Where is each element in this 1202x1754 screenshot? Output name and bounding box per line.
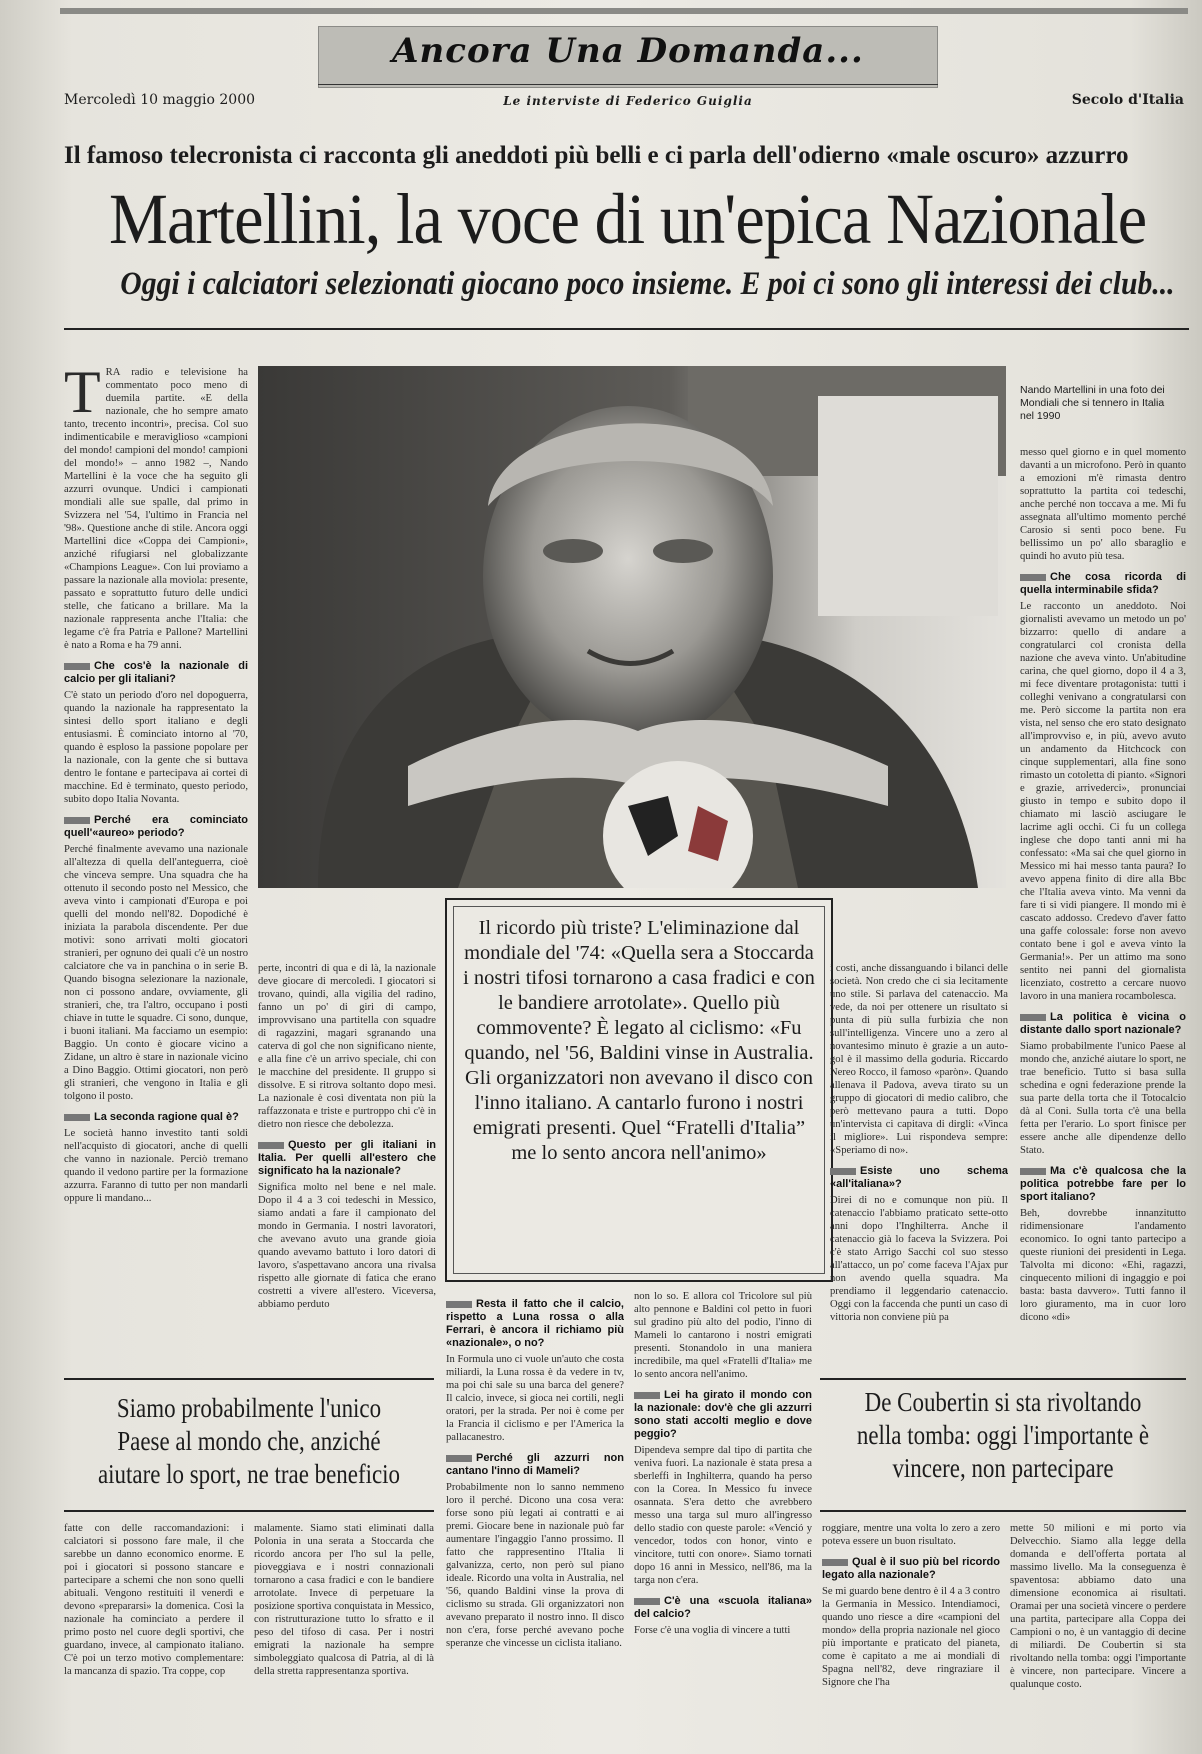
question: Esiste uno schema «all'italiana»? [830,1165,1008,1190]
question: Che cos'è la nazionale di calcio per gli italiani? [64,660,248,685]
quote-box [445,898,833,1282]
bottom-column-5 [822,1522,1000,1744]
deck-rule [64,328,1189,330]
headline: Martellini, la voce di un'epica Nazionale [109,179,1147,259]
newspaper-name: Secolo d'Italia [1071,92,1184,108]
column-4-text: i costi, anche dissanguando i bilanci delle società. Non credo che ci sia lecitamente uno stile. Si parlava del catenaccio. Ma vede, da noi per ottenere un risultato si punta di più sulla furbizia che non sull'intelligenza. Vincere uno a zero al novantesimo minuto è grazie a un auto-gol è il massimo della goduria. Riccardo Nereo Rocco, il famoso «paròn». Quando allenava il Padova, aveva tirato su un gruppo di giocatori di medio calibro, che però mettevano paura a tutti. Dopo un'intervista ci capitava di dirgli: «Vinca il migliore». Lui rispondeva sempre: «Speriamo di no». [830,963,1008,1156]
pull-right-rule-top [820,1378,1186,1380]
answer: Dipendeva sempre dal tipo di partita che veniva fuori. La nazionale è stata presa a sberleffi in Inghilterra, quando ha perso con la Corea. In Messico fu invece osannata. S'era detto che avrebbero messo una targa sul muro all'ingresso dello stadio con queste parole: «Venció y vencedor, todos con honor, vinto e vincitore, tutti con onore». Siamo tornati dopo 16 anni in Messico, nell'86, ma la targa non c'era. [634,1445,812,1586]
pull-left-rule-top [64,1378,434,1380]
masthead-banner [318,26,938,88]
column-3b-text: non lo so. E allora col Tricolore sul più alto pennone e Baldini col petto in fuori sul gradino più alto del podio, l'inno di Mameli lo cantarono i nostri emigrati presenti. Stonandolo in una maniera incredibile, ma quel «Fratelli d'Italia» me lo sento ancora nell'animo. [634,1291,812,1380]
deck: Oggi i calciatori selezionati giocano poco insieme. E poi ci sono gli interessi dei club... [120,266,1175,302]
intro-paragraph [64,366,248,652]
column-3 [446,1290,624,1744]
bottom-column-2-text: malamente. Siamo stati eliminati dalla Polonia in una serata a Stoccarda che ricordo ancora per l'ho sul la pelle, pioveggiava e i nostri connazionali tornarono a casa fradici e con le bandiere arrotolate. Invece di perpetuare la posizione sportiva conquistata in Messico, con ristrutturazione tutto lo sfratto e il peso del tifoso di casa. Per i nostri emigrati la nazionale ha sempre simboleggiato qualcosa di Patria, al di là della stretta rappresentanza sportiva. [254,1523,434,1677]
answer: Forse c'è una voglia di vincere a tutti [634,1625,791,1636]
intro-column [64,366,248,1291]
drop-cap: T [64,366,101,425]
answer: Se mi guardo bene dentro è il 4 a 3 contro la Germania in Messico. Intendiamoci, quando uno riesce a dire «campioni del mondo» della propria nazionale nel gioco più importante e praticato del pianeta, come è capitato a me ai mondiali di Spagna nell'82, deve ringraziare il Signore che l'ha [822,1586,1000,1688]
question: Perché era cominciato quell'«aureo» periodo? [64,814,248,839]
pull-right-rule-bottom [820,1510,1186,1512]
question: La politica è vicina o distante dallo sport nazionale? [1020,1011,1186,1036]
intro-text: RA radio e televisione ha commentato poco meno di duemila partite. «E della nazionale, che ho sempre amato tanto, trecento incontri», precisa. Col suo indimenticabile e meraviglioso «campioni del mondo! campioni del mondo! campioni del mondo!» – anno 1982 –, Nando Martellini è la voce che ha seguito gli azzurri ovunque. Undici i campionati mondiali alle sue spalle, dal primo in Svizzera nel '54, l'ultimo in Francia nel '98». Questione anche di stile. Ancora oggi Martellini dice «Coppa dei Campioni», anziché rifugiarsi nel globalizzante «Champions League». Con lui proviamo a passare la nazionale alla moviola: presente, passato e soprattutto futuro delle undici stelle, che faticano a brillare. Ma la nazionale rappresenta anche l'Italia: che legame c'è fra Patria e Pallone? Martellini è nato a Roma e ha 79 anni. [64,367,248,651]
pull-quote-left: Siamo probabilmente l'unico Paese al mondo che, anziché aiutare lo sport, ne trae beneficio [97,1393,401,1489]
column-3b [634,1290,812,1744]
bottom-column-1-text: fatte con delle raccomandazioni: i calciatori si possono fare male, il che sarebbe un danno economico enorme. E poi i giocatori si possono stancare e partecipare a schemi che non sono quelli abituali. Vengono restituiti il venerdì e devono «prepararsi» la domenica. Così la nazionale ha cominciato a perdere il primo posto nel cuore degli sportivi, che guardano, invece, al campionato italiano. C'è poi un terzo motivo complementare: la mancanza di spazio. Tra coppe, cop [64,1523,244,1677]
question: Che cosa ricorda di quella interminabile sfida? [1020,571,1186,596]
question: Lei ha girato il mondo con la nazionale: dov'è che gli azzurri sono stati accolti meglio e dove peggio? [634,1389,812,1440]
masthead-rule [318,84,938,85]
column-2-text: perte, incontri di qua e di là, la nazionale deve giocare di mercoledì. I giocatori si trovano, quindi, alla vigilia del radino, fanno un po' di giri di campo, improvvisano una partitella con squadre di ragazzini, magari sgranando una caterva di gol che non significano niente, e alla fine c'è un arrivo speciale, chi con le macchine del presidente. Il gruppo si dissolve. E si ritrova soltanto dopo mesi. La nazionale è così diventata non più la raffazzonata e triste e purtroppo chi c'è in dietro non riesce che debolezza. [258,963,436,1130]
right-column-text: messo quel giorno e in quel momento davanti a un microfono. Però in quanto a emozioni m'è rimasta dentro soprattutto la partita coi tedeschi, anche perché non toccava a me. Mi fu assegnata all'ultimo momento perché Carosio si sentì poco bene. Fu bellissimo un po' allo sbaraglio e quindi ho avuto più tesa. [1020,447,1186,562]
question: Questo per gli italiani in Italia. Per quelli all'estero che significato ha la nazionale? [258,1139,436,1177]
question: Perché gli azzurri non cantano l'inno di Mameli? [446,1452,624,1477]
answer: Probabilmente non lo sanno nemmeno loro il perché. Dicono una cosa vera: forse sono più legati ai contratti e ai premi. Giocare bene in nazionale può far aumentare l'ingaggio l'anno prossimo. Il fatto che rappresentino l'Italia li galvanizza, certo, non però sul piano ideale. Ricordo una volta in Australia, nel '56, quando Baldini vinse la prova di ciclismo su strada. Gli organizzatori non avevano preparato il nostro inno. Il disco non c'era, forse perché avevano poche speranze che vincesse un ciclista italiano. [446,1482,624,1649]
pull-left-rule-bottom [64,1510,434,1512]
bottom-column-6 [1010,1522,1186,1744]
answer: Significa molto nel bene e nel male. Dopo il 4 a 3 coi tedeschi in Messico, siamo andati a fare il campionato del mondo in Germania. I nostri lavoratori, che avevano avuto una grande gioia quando avevamo battuto i loro datori di lavoro, s'aspettavano ancora una rivalsa rispetto alle giornate di fatica che erano costretti a vivere all'estero. Viceversa, abbiamo perduto [258,1182,436,1310]
portrait-photo [258,366,1006,888]
question: La seconda ragione qual è? [64,1111,248,1124]
answer: C'è stato un periodo d'oro nel dopoguerra, quando la nazionale ha rappresentato la sintesi dello sport italiano e degli entusiasmi. È cominciato intorno al '70, quando è esploso la passione popolare per la nazionale, con la gente che si buttava dentro le fontane e partecipava ai cortei di macchine. Ed è terminato, questo periodo, subito dopo Italia Novanta. [64,690,248,805]
question: C'è una «scuola italiana» del calcio? [634,1595,812,1620]
column-4 [830,962,1008,1364]
question: Ma c'è qualcosa che la politica potrebbe fare per lo sport italiano? [1020,1165,1186,1203]
question: Qual è il suo più bel ricordo legato alla nazionale? [822,1556,1000,1581]
bottom-column-1 [64,1522,244,1744]
bottom-column-5-text: roggiare, mentre una volta lo zero a zero poteva essere un buon risultato. [822,1523,1000,1547]
answer: In Formula uno ci vuole un'auto che costa miliardi, la Luna rossa è da vedere in tv, ma poi chi sale su una barca del genere? Il calcio, invece, si gioca nei cortili, negli oratori, per la strada. Per noi è come per la Francia il ciclismo e per l'America la pallacanestro. [446,1354,624,1443]
masthead-subtitle: Le interviste di Federico Guiglia [503,94,753,108]
quote-text: Il ricordo più triste? L'eliminazione dal mondiale del '74: «Quella sera a Stoccarda i nostri tifosi tornarono a casa fradici e con le bandiere arrotolate». Quello più commovente? È legato al ciclismo: «Fu quando, nel '56, Baldini vinse in Australia. Gli organizzatori non avevano il disco con l'inno italiano. A cantarlo furono i nostri emigrati presenti. Quel “Fratelli d'Italia” me lo sento ancora nell'animo» [463,917,815,1164]
answer: Siamo probabilmente l'unico Paese al mondo che, anziché aiutare lo sport, ne trae beneficio. Tutto si basa sulla schedina e ogni federazione prende la sua parte della torta che il Totocalcio dà al Coni. Sulla torta c'è una bella fetta per l'erario. Lo sport finisce per essere anche alle dipendenze dello Stato. [1020,1041,1186,1156]
pull-quote-right: De Coubertin si sta rivoltando nella tomba: oggi l'importante è vincere, non partecipare [856,1387,1150,1483]
bottom-column-6-text: mette 50 milioni e mi porto via Delvecchio. Siamo alla legge della domanda e dell'offerta portata al massimo livello. Ma la conseguenza è spaventosa: abbiamo dato una dimensione economica ai risultati. Oramai per una società vincere o perdere una partita, partecipare alla Coppa dei Campioni o no, è un vantaggio di decine di miliardi. De Coubertin si sta rivoltando nella tomba: oggi l'importante è vincere, non partecipare. Vincere a qualunque costo. [1010,1523,1186,1690]
answer: Le società hanno investito tanti soldi nell'acquisto di giocatori, anche di quelli che vanno in nazionale. Perciò tremano quando il vedono partire per la formazione azzurra. Faranno di tutto per non mandarli oppure li mandano... [64,1128,248,1204]
bottom-column-2 [254,1522,434,1744]
masthead-title: Ancora Una Domanda... [392,31,864,71]
answer: Perché finalmente avevamo una nazionale all'altezza di quella dell'anteguerra, cioè che vinceva sempre. Una squadra che ha ottenuto il secondo posto nel Messico, che aveva vinto i campionati d'Europa e poi quelli del mondo nell'82. Dopodiché è iniziata la parabola discendente. Per due motivi: sono arrivati molti giocatori stranieri, per ognuno dei quali c'è un nostro calciatore che va in panchina o in serie B. Quando bisogna selezionare la nazionale, non ci possono andare, ovviamente, gli stranieri, che, tra l'altro, occupano i posti chiave in tutte le squadre. Ci sono, dunque, i buoni italiani. Ma facciamo un esempio: Baggio. Un conto è giocare vicino a Zidane, un altro è stare in nazionale vicino a Dino Baggio. Ottimi giocatori, non però gli stranieri, che vengono in Italia e gli tolgono il posto. [64,844,248,1102]
answer: Beh, dovrebbe innanzitutto ridimensionare l'andamento economico. Io ogni tanto partecipo a queste riunioni dei presidenti in Lega. Talvolta mi dicono: «Ehi, ragazzi, cinquecento milioni di ingaggio e poi basta: basta davvero». Tutti fanno il loro giuramento, ma in cuor loro dicono «di» [1020,1208,1186,1323]
top-rule [60,8,1188,14]
answer: Direi di no e comunque non più. Il catenaccio l'abbiamo praticato sette-otto anni dopo l'Inghilterra. Anche il catenaccio già lo faceva la Svizzera. Poi c'è stato Arrigo Sacchi col suo stesso all'attacco, un po' come faceva l'Ajax pur non avendo quella squadra. Ma prendiamo il leggendario catenaccio. Oggi con la faccenda che punti un caso di vittoria non conviene più pa [830,1195,1008,1323]
question: Resta il fatto che il calcio, rispetto a Luna rossa o alla Ferrari, è ancora il richiamo più «nazionale», o no? [446,1298,624,1349]
photo-caption: Nando Martellini in una foto dei Mondiali che si tennero in Italia nel 1990 [1020,384,1165,422]
kicker: Il famoso telecronista ci racconta gli aneddoti più belli e ci parla dell'odierno «male oscuro» azzurro [64,142,1129,169]
portrait-image [258,366,1006,888]
answer: Le racconto un aneddoto. Noi giornalisti avevamo un metodo un po' bizzarro: quello di andare a congratularci col cronista della nazione che aveva vinto. Un'abitudine carina, che quel giorno, dopo il 4 a 3, mi fece diventare protagonista: tutti i colleghi venivano a congratularsi con me. Però siccome la partita non era vista, nel senso che ero stato designato all'improvviso e, in più, avevo avuto un andamento da Hitchcock con cinque supplementari, alla fine sono rimasto un cotoletta di pianto. «Signori e grazie, arrivederci», pronunciai giusto in tempo e subito dopo il chiamato mi lasciò asciugare le lacrime agli occhi. Ci fu un collega inglese che dopo tanti anni mi ha confessato: «Ma sai che quel giorno in Messico mi hai messo tanta paura? Io avevo appena finito di dire alla Bbc che l'Italia aveva vinto. Ma venni da fare ti si vidi piangere. Il mondo mi è cascato addosso. Credevo d'aver fatto una gaffe colossale: forse non avevo contato bene i gol e aveva vinto la Germania!». Per un attimo ma sono sentito nei panni del giornalista licenziato, costretto a cercare nuovo lavoro in una maniera rocambolesca. [1020,601,1186,1002]
right-column [1020,446,1186,1366]
issue-date: Mercoledì 10 maggio 2000 [64,92,256,108]
column-2 [258,962,436,1364]
